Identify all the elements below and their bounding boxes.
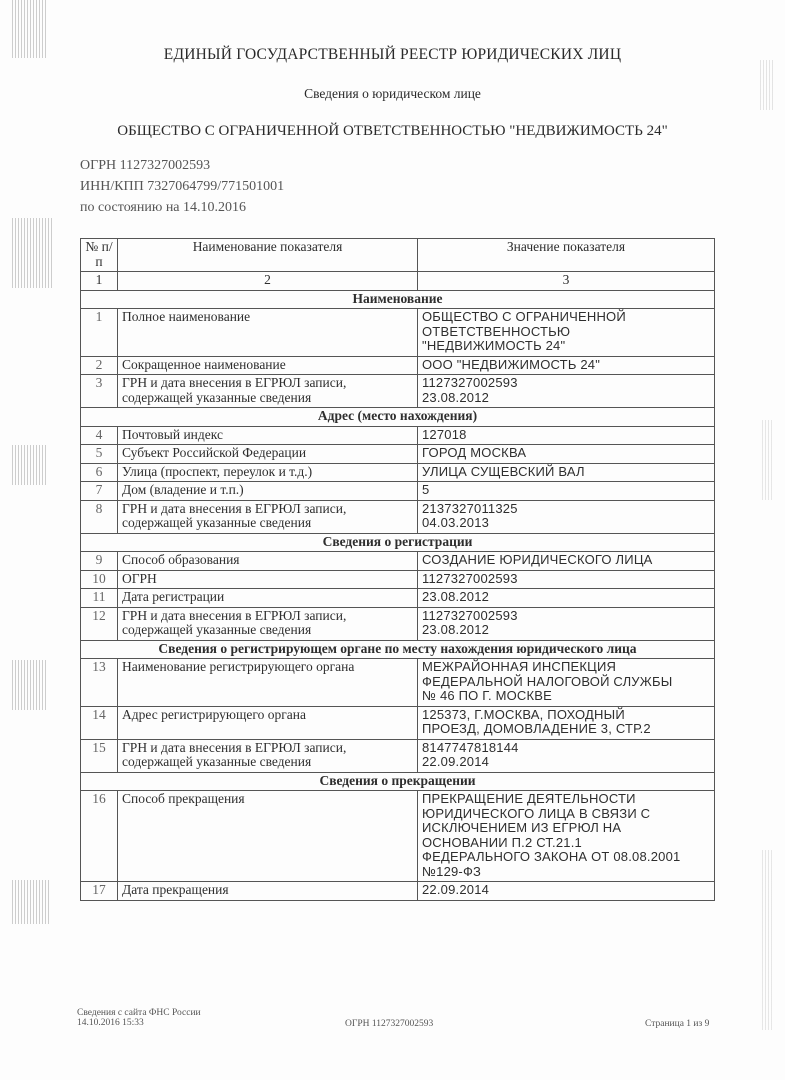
indicator-name: Почтовый индекс (118, 426, 418, 445)
row-number: 9 (81, 552, 118, 571)
column-index-row (81, 272, 715, 291)
table-body (81, 290, 715, 900)
section-header-row (81, 290, 715, 309)
table-row (81, 791, 715, 882)
table-row (81, 463, 715, 482)
indicator-value: УЛИЦА СУЩЕВСКИЙ ВАЛ (418, 463, 715, 482)
row-number: 3 (81, 375, 118, 408)
row-number: 11 (81, 589, 118, 608)
indicator-value: МЕЖРАЙОННАЯ ИНСПЕКЦИЯ ФЕДЕРАЛЬНОЙ НАЛОГОВОЙ СЛУЖБЫ № 46 ПО Г. МОСКВЕ (418, 659, 715, 707)
table-row (81, 375, 715, 408)
scan-artifact (760, 60, 774, 110)
table-row (81, 739, 715, 772)
table-row (81, 309, 715, 357)
indicator-value: 2137327011325 04.03.2013 (418, 500, 715, 533)
table-row (81, 552, 715, 571)
scan-artifact (12, 880, 50, 924)
table-row (81, 706, 715, 739)
table-row (81, 426, 715, 445)
row-number: 5 (81, 445, 118, 464)
row-number: 4 (81, 426, 118, 445)
indicator-name: Субъект Российской Федерации (118, 445, 418, 464)
indicator-value: СОЗДАНИЕ ЮРИДИЧЕСКОГО ЛИЦА (418, 552, 715, 571)
row-number: 7 (81, 482, 118, 501)
row-number: 10 (81, 570, 118, 589)
page-number: Страница 1 из 9 (645, 1019, 710, 1029)
indicator-name: Адрес регистрирующего органа (118, 706, 418, 739)
table-row (81, 570, 715, 589)
indicator-value: 23.08.2012 (418, 589, 715, 608)
indicator-name: Дата прекращения (118, 882, 418, 901)
indicator-name: Способ образования (118, 552, 418, 571)
table-row (81, 482, 715, 501)
footer-source-timestamp: 14.10.2016 15:33 (77, 1018, 144, 1028)
indicator-value: 1127327002593 (418, 570, 715, 589)
table-header-row (81, 239, 715, 272)
ogrn-line: ОГРН 1127327002593 (80, 158, 211, 173)
indicator-value: 8147747818144 22.09.2014 (418, 739, 715, 772)
table-row (81, 607, 715, 640)
column-header: Наименование показателя (118, 239, 418, 272)
column-header: № п/п (81, 239, 118, 272)
table-row (81, 589, 715, 608)
indicator-name: Улица (проспект, переулок и т.д.) (118, 463, 418, 482)
row-number: 2 (81, 356, 118, 375)
row-number: 15 (81, 739, 118, 772)
table-row (81, 659, 715, 707)
row-number: 16 (81, 791, 118, 882)
indicator-name: Способ прекращения (118, 791, 418, 882)
column-header: Значение показателя (418, 239, 715, 272)
table-row (81, 356, 715, 375)
indicator-name: ГРН и дата внесения в ЕГРЮЛ записи, содержащей указанные сведения (118, 500, 418, 533)
indicator-value: 127018 (418, 426, 715, 445)
column-index: 3 (418, 272, 715, 291)
indicator-value: ООО "НЕДВИЖИМОСТЬ 24" (418, 356, 715, 375)
table-row (81, 882, 715, 901)
indicator-name: Дата регистрации (118, 589, 418, 608)
inn-kpp-line: ИНН/КПП 7327064799/771501001 (80, 179, 285, 194)
indicator-value: 5 (418, 482, 715, 501)
indicator-name: Сокращенное наименование (118, 356, 418, 375)
section-title: Сведения о регистрирующем органе по месту нахождения юридического лица (81, 640, 715, 659)
section-title: Сведения о регистрации (81, 533, 715, 552)
indicator-name: ОГРН (118, 570, 418, 589)
footer-ogrn: ОГРН 1127327002593 (345, 1019, 434, 1029)
row-number: 8 (81, 500, 118, 533)
indicator-name: Дом (владение и т.п.) (118, 482, 418, 501)
section-header-row (81, 640, 715, 659)
indicator-name: Наименование регистрирующего органа (118, 659, 418, 707)
footer-source-title: Сведения с сайта ФНС России (77, 1008, 201, 1018)
indicator-name: ГРН и дата внесения в ЕГРЮЛ записи, содержащей указанные сведения (118, 607, 418, 640)
indicator-name: ГРН и дата внесения в ЕГРЮЛ записи, содержащей указанные сведения (118, 739, 418, 772)
table-row (81, 500, 715, 533)
row-number: 1 (81, 309, 118, 357)
column-index: 1 (81, 272, 118, 291)
indicator-name: Полное наименование (118, 309, 418, 357)
indicator-value: 1127327002593 23.08.2012 (418, 375, 715, 408)
registry-table (80, 238, 715, 901)
section-header-row (81, 408, 715, 427)
footer-source (77, 1008, 201, 1028)
indicator-value: ГОРОД МОСКВА (418, 445, 715, 464)
scan-artifact (12, 445, 48, 485)
scan-artifact (12, 218, 52, 288)
scan-artifact (762, 850, 774, 1030)
company-name: ОБЩЕСТВО С ОГРАНИЧЕННОЙ ОТВЕТСТВЕННОСТЬЮ "НЕДВИЖИМОСТЬ 24" (117, 123, 668, 139)
row-number: 17 (81, 882, 118, 901)
section-title: Адрес (место нахождения) (81, 408, 715, 427)
registry-title: ЕДИНЫЙ ГОСУДАРСТВЕННЫЙ РЕЕСТР ЮРИДИЧЕСКИХ ЛИЦ (163, 46, 622, 63)
scan-artifact (762, 420, 774, 500)
indicator-value: 1127327002593 23.08.2012 (418, 607, 715, 640)
section-title: Наименование (81, 290, 715, 309)
indicator-value: ПРЕКРАЩЕНИЕ ДЕЯТЕЛЬНОСТИ ЮРИДИЧЕСКОГО ЛИЦА В СВЯЗИ С ИСКЛЮЧЕНИЕМ ИЗ ЕГРЮЛ НА ОСНОВАНИИ П.2 СТ.21.1 ФЕДЕРАЛЬНОГО ЗАКОНА ОТ 08.08.2001 №129-ФЗ (418, 791, 715, 882)
document-subtitle: Сведения о юридическом лице (304, 86, 481, 101)
scan-artifact (12, 660, 48, 710)
section-title: Сведения о прекращении (81, 772, 715, 791)
indicator-value: 22.09.2014 (418, 882, 715, 901)
section-header-row (81, 772, 715, 791)
row-number: 13 (81, 659, 118, 707)
row-number: 14 (81, 706, 118, 739)
section-header-row (81, 533, 715, 552)
indicator-value: ОБЩЕСТВО С ОГРАНИЧЕННОЙ ОТВЕТСТВЕННОСТЬЮ "НЕДВИЖИМОСТЬ 24" (418, 309, 715, 357)
row-number: 6 (81, 463, 118, 482)
as-of-date-line: по состоянию на 14.10.2016 (80, 200, 247, 215)
column-index: 2 (118, 272, 418, 291)
indicator-value: 125373, Г.МОСКВА, ПОХОДНЫЙ ПРОЕЗД, ДОМОВЛАДЕНИЕ 3, СТР.2 (418, 706, 715, 739)
table-row (81, 445, 715, 464)
row-number: 12 (81, 607, 118, 640)
indicator-name: ГРН и дата внесения в ЕГРЮЛ записи, содержащей указанные сведения (118, 375, 418, 408)
